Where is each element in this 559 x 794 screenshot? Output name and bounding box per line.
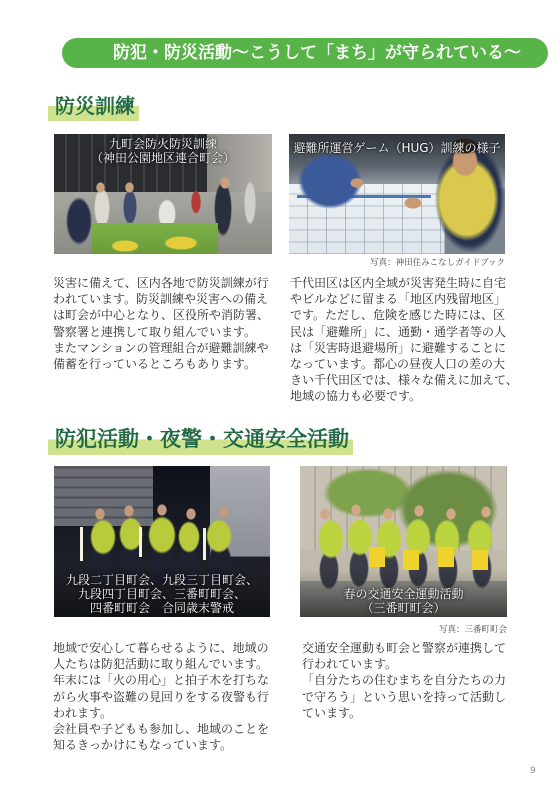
photo-hug-training xyxy=(289,134,505,254)
body-text-right: 千代田区は区内全域が災害発生時に自宅 やビルなどに留まる「地区内残留地区」 です。ただし、危険を感じた時には、区 民は「避難所」に、通勤・通学者等の人 は「災害時退避場所」に避難することに なっています。都心の昼夜人口の差の大 きい千代田区では、様々な備えに加えて、 地域の協力も必要です。 xyxy=(290,276,518,404)
photo-disaster-drill xyxy=(54,134,272,254)
photo-night-patrol xyxy=(54,466,270,617)
section-heading: 防災訓練 xyxy=(48,93,139,121)
body-text-left: 地域で安心して暮らせるように、地域の 人たちは防犯活動に取り組んでいます。 年末には「火の用心」と拍子木を打ちな がら火事や盗難の見回りをする夜警も行 われます。 会社員や子どもも参加し、地域のことを 知るきっかけにもなっています。 xyxy=(53,641,270,753)
page-title: 防犯・防災活動〜こうして「まち」が守られている〜 xyxy=(113,43,521,63)
section-heading: 防犯活動・夜警・交通安全活動 xyxy=(48,426,353,455)
body-text-right: 交通安全運動も町会と警察が連携して 行われています。 「自分たちの住むまちを自分たちの力 で守ろう」という思いを持って活動し ています。 xyxy=(302,641,507,720)
page-number: 9 xyxy=(530,766,536,776)
photo-credit: 写真：三番町町会 xyxy=(438,625,507,635)
photo-caption: 避難所運営ゲーム（HUG）訓練の様子 xyxy=(293,141,501,155)
photo-credit: 写真：神田住みこなしガイドブック xyxy=(370,258,505,268)
body-text-left: 災害に備えて、区内各地で防災訓練が行 われています。防災訓練や災害への備え は町会が中心となり、区役所や消防署、 警察署と連携して取り組んでいます。 またマンションの管理組合が避難訓練や 備蓄を行っているところもあります。 xyxy=(53,276,270,372)
header-banner xyxy=(62,38,548,68)
photo-caption: 九町会防火防災訓練 （神田公園地区連合町会） xyxy=(90,137,235,165)
photo-caption: 春の交通安全運動活動 （三番町町会） xyxy=(343,587,464,615)
photo-traffic-safety xyxy=(300,466,507,617)
photo-caption: 九段二丁目町会、九段三丁目町会、 九段四丁目町会、三番町町会、 四番町町会 合同歳末警戒 xyxy=(65,573,258,615)
